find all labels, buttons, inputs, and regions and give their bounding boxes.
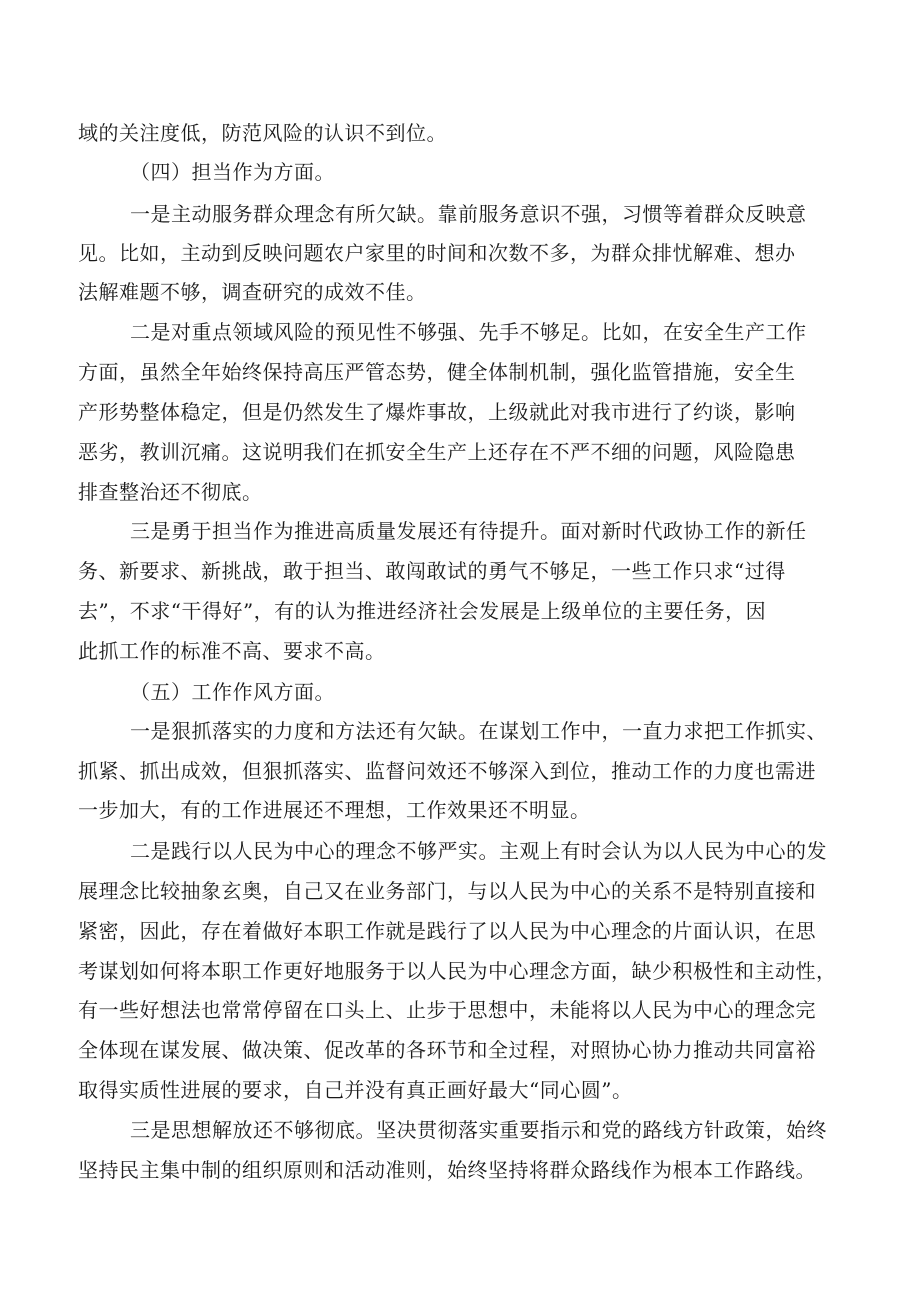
text-line: 一是狠抓落实的力度和方法还有欠缺。在谋划工作中，一直力求把工作抓实、 — [130, 719, 827, 743]
text-line: 坚持民主集中制的组织原则和活动准则，始终坚持将群众路线作为根本工作路线。 — [78, 1158, 816, 1182]
text-line: 此抓工作的标准不高、要求不高。 — [78, 639, 386, 663]
section-heading: （五）工作作风方面。 — [130, 680, 335, 704]
section-heading: （四）担当作为方面。 — [130, 160, 335, 184]
text-line: 三是思想解放还不够彻底。坚决贯彻落实重要指示和党的路线方针政策，始终 — [130, 1118, 827, 1142]
text-line: 展理念比较抽象玄奥，自己又在业务部门，与以人民为中心的关系不是特别直接和 — [78, 879, 816, 903]
text-line: 三是勇于担当作为推进高质量发展还有待提升。面对新时代政协工作的新任 — [130, 519, 807, 543]
text-line: 紧密，因此，存在着做好本职工作就是践行了以人民为中心理念的片面认识，在思 — [78, 919, 816, 943]
text-line: 去”，不求“干得好”，有的认为推进经济社会发展是上级单位的主要任务，因 — [78, 599, 767, 623]
text-line: 排查整治还不彻底。 — [78, 480, 263, 504]
text-line: 恶劣，教训沉痛。这说明我们在抓安全生产上还存在不严不细的问题，风险隐患 — [78, 440, 796, 464]
text-line: 二是对重点领域风险的预见性不够强、先手不够足。比如，在安全生产工作 — [130, 320, 807, 344]
text-line: 法解难题不够，调查研究的成效不佳。 — [78, 280, 427, 304]
text-line: 方面，虽然全年始终保持高压严管态势，健全体制机制，强化监管措施，安全生 — [78, 360, 796, 384]
text-line: 一步加大，有的工作进展还不理想，工作效果还不明显。 — [78, 798, 591, 822]
text-line: 抓紧、抓出成效，但狠抓落实、监督问效还不够深入到位，推动工作的力度也需进 — [78, 759, 816, 783]
text-line: 有一些好想法也常常停留在口头上、止步于思想中，未能将以人民为中心的理念完 — [78, 998, 816, 1022]
text-line: 全体现在谋发展、做决策、促改革的各环节和全过程，对照协心协力推动共同富裕 — [78, 1038, 816, 1062]
text-line: 务、新要求、新挑战，敢于担当、敢闯敢试的勇气不够足，一些工作只求“过得 — [78, 559, 786, 583]
text-line: 见。比如，主动到反映问题农户家里的时间和次数不多，为群众排忧解难、想办 — [78, 241, 796, 265]
text-line: 取得实质性进展的要求，自己并没有真正画好最大“同心圆”。 — [78, 1078, 633, 1102]
text-line: 二是践行以人民为中心的理念不够严实。主观上有时会认为以人民为中心的发 — [130, 839, 827, 863]
text-line: 域的关注度低，防范风险的认识不到位。 — [78, 121, 447, 145]
text-line: 一是主动服务群众理念有所欠缺。靠前服务意识不强，习惯等着群众反映意 — [130, 202, 807, 226]
text-line: 考谋划如何将本职工作更好地服务于以人民为中心理念方面，缺少积极性和主动性， — [78, 959, 837, 983]
text-line: 产形势整体稳定，但是仍然发生了爆炸事故，上级就此对我市进行了约谈，影响 — [78, 400, 796, 424]
